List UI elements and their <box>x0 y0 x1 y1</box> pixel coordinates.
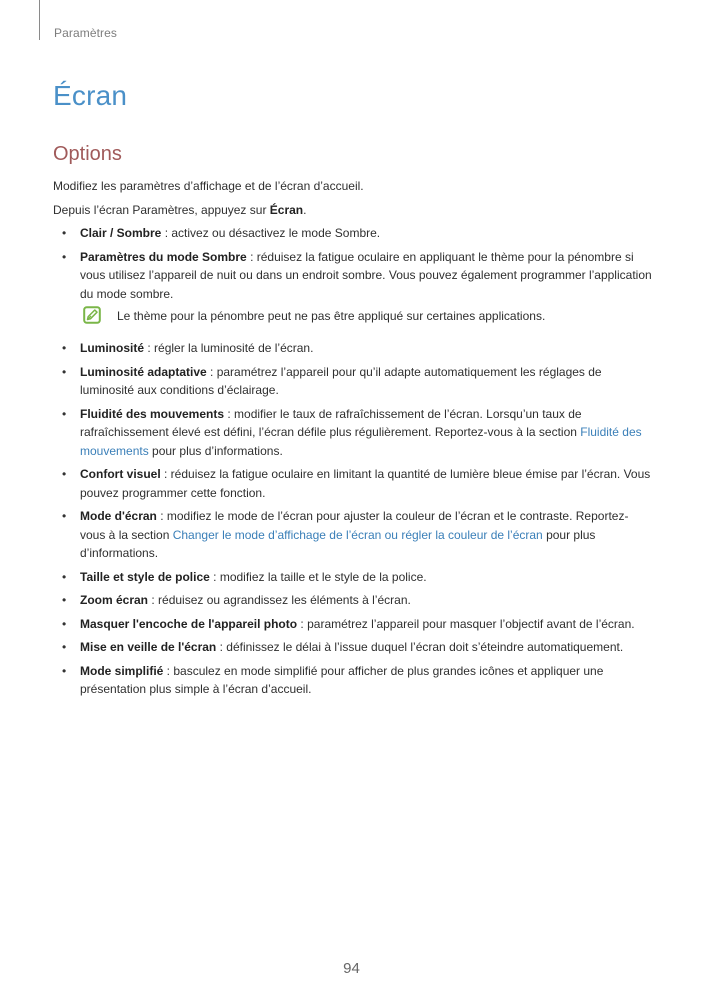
list-item: • Mode d'écran : modifiez le mode de l’écran pour ajuster la couleur de l’écran et le contraste. Reportez-vous à la section Changer le mode d’affichage de l’écran ou régler la couleur de l’écran pour plus d’informations. <box>53 507 653 563</box>
link-fluidite[interactable]: Fluidité des mouvements <box>80 425 642 458</box>
list-item: • Taille et style de police : modifiez la taille et le style de la police. <box>53 568 653 587</box>
section-title: Options <box>53 143 122 165</box>
list-item: • Paramètres du mode Sombre : réduisez la fatigue oculaire en appliquant le thème pour la pénombre si vous utilisez l’appareil de nuit ou dans un endroit sombre. Vous pouvez également programmer l’application du mode sombre. <box>53 248 653 304</box>
list-item: • Mise en veille de l'écran : définissez le délai à l’issue duquel l’écran doit s’éteindre automatiquement. <box>53 638 653 657</box>
list-item: • Zoom écran : réduisez ou agrandissez les éléments à l’écran. <box>53 591 653 610</box>
list-item: • Confort visuel : réduisez la fatigue oculaire en limitant la quantité de lumière bleue émise par l’écran. Vous pouvez programmer cette fonction. <box>53 465 653 502</box>
intro-line-1: Modifiez les paramètres d’affichage et de l’écran d’accueil. <box>53 179 364 193</box>
list-item: • Masquer l'encoche de l'appareil photo : paramétrez l’appareil pour masquer l’objectif avant de l’écran. <box>53 615 653 634</box>
intro-bold: Écran <box>269 202 304 217</box>
link-mode-affichage[interactable]: Changer le mode d’affichage de l’écran ou régler la couleur de l’écran <box>172 527 543 542</box>
list-item: • Luminosité : régler la luminosité de l’écran. <box>53 339 653 358</box>
options-list-continued <box>53 339 653 699</box>
list-item: • Luminosité adaptative : paramétrez l’appareil pour qu’il adapte automatiquement les réglages de luminosité aux conditions d’éclairage. <box>53 363 653 400</box>
content-body <box>53 177 653 704</box>
list-item: • Fluidité des mouvements : modifier le taux de rafraîchissement de l’écran. Lorsqu’un taux de rafraîchissement élevé est défini, l’écran défile plus régulièrement. Reportez-vous à la section Fluidité des mouvements pour plus d’informations. <box>53 405 653 461</box>
breadcrumb: Paramètres <box>54 26 118 40</box>
note-text: Le thème pour la pénombre peut ne pas être appliqué sur certaines applications. <box>117 309 546 323</box>
note <box>80 307 653 329</box>
page-title: Écran <box>53 80 128 111</box>
options-list <box>53 224 653 303</box>
intro-line-2: Depuis l’écran Paramètres, appuyez sur Écran. <box>53 202 307 217</box>
header-divider <box>39 0 40 40</box>
list-item: • Mode simplifié : basculez en mode simplifié pour afficher de plus grandes icônes et appliquer une présentation plus simple à l’écran d’accueil. <box>53 662 653 699</box>
list-item: • Clair / Sombre : activez ou désactivez le mode Sombre. <box>53 224 653 243</box>
note-pencil-icon <box>83 306 101 324</box>
page-number: 94 <box>343 960 360 977</box>
